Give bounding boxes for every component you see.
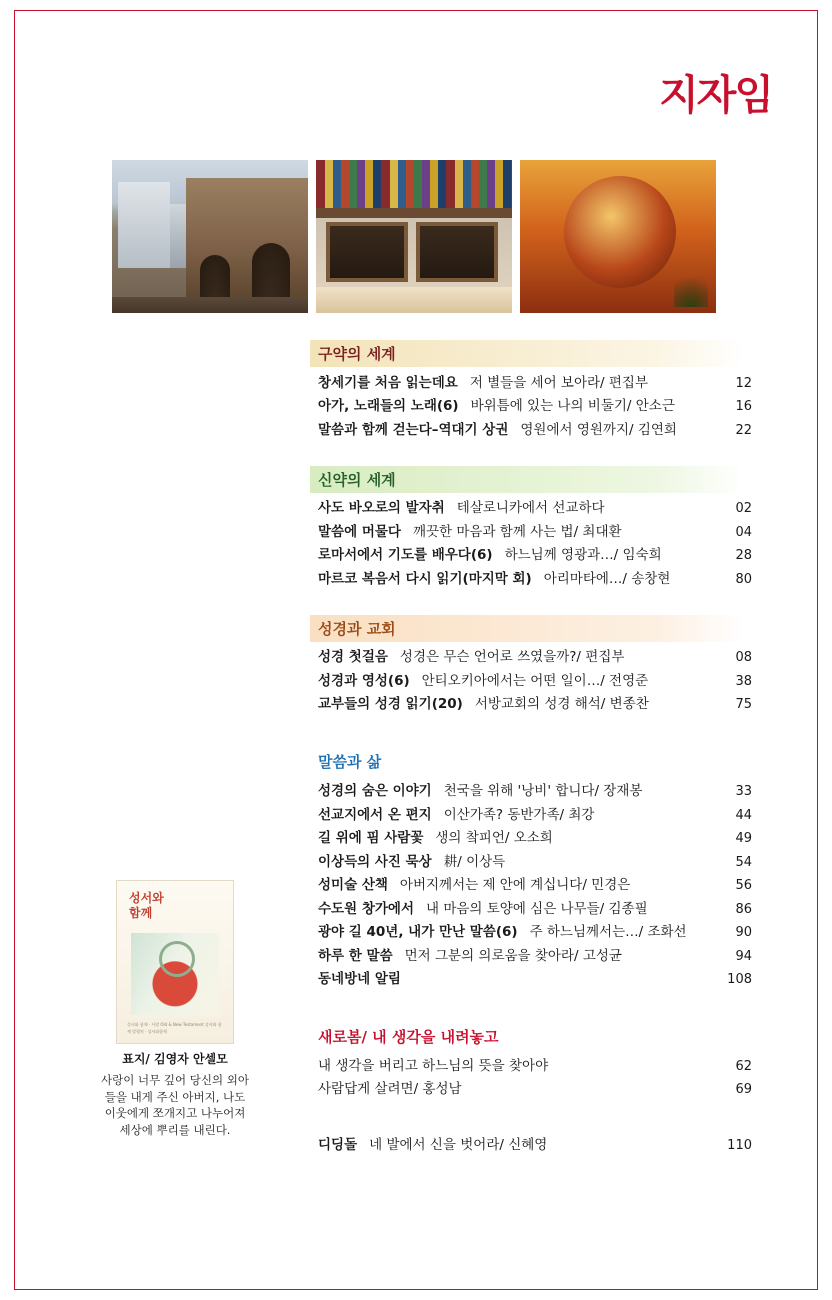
toc-entry[interactable] [310, 944, 752, 968]
toc-entry-page: 16 [735, 399, 752, 415]
toc-section-old-testament [310, 340, 752, 442]
toc-entry-subtitle: 내 마음의 토양에 심은 나무들/ 김종필 [426, 900, 648, 917]
toc-entry-title: 마르코 복음서 다시 읽기(마지막 회) [318, 570, 532, 587]
toc-entry-page: 08 [735, 650, 752, 666]
cover-thumbnail-block [100, 880, 250, 1139]
toc-entry-subtitle: 생의 챀피언/ 오소희 [435, 830, 553, 847]
toc-entry-subtitle: 네 발에서 신을 벗어라/ 신혜영 [369, 1136, 548, 1153]
toc-entry[interactable] [310, 968, 752, 992]
toc-entry[interactable] [310, 395, 752, 419]
toc-entry-title: 창세기를 처음 읽는데요 [318, 374, 458, 391]
cover-title [129, 891, 164, 921]
toc-entry[interactable] [310, 897, 752, 921]
toc-entry-title: 성경 첫걸음 [318, 649, 388, 666]
toc-section-word-and-life [310, 748, 752, 991]
toc-entry-title: 디딩돌 [318, 1136, 358, 1153]
cover-footnote: 성서와 함께 · 사랑 Old & New Testament 성서와 함께 발행처 · 성서와함께 [127, 1022, 222, 1034]
toc-entry-page: 80 [735, 571, 752, 587]
cover-caption: 표지/ 김영자 안셀모 [122, 1052, 228, 1066]
toc-entry-page: 90 [735, 925, 752, 941]
toc-entry-title: 성경의 숨은 이야기 [318, 782, 432, 799]
toc-entry-title: 성경과 영성(6) [318, 672, 410, 689]
toc-entry-title: 이상득의 사진 묵상 [318, 853, 432, 870]
toc-entry[interactable] [310, 850, 752, 874]
toc-entry-title: 아가, 노래들의 노래(6) [318, 398, 459, 415]
toc-entry-subtitle: 먼저 그분의 의로움을 찾아라/ 고성균 [404, 947, 622, 964]
toc-entry-title: 사도 바오로의 발자취 [318, 500, 445, 517]
section-heading-old-testament: 구약의 세계 [310, 340, 744, 367]
cover-image [116, 880, 234, 1044]
toc-entry-subtitle: 저 별들을 세어 보아라/ 편집부 [469, 374, 649, 391]
toc-entry-page: 12 [735, 375, 752, 391]
toc-entry-stepping-stone[interactable] [310, 1133, 752, 1157]
toc-entry[interactable] [310, 779, 752, 803]
toc-entry-title: 교부들의 성경 읽기(20) [318, 696, 463, 713]
toc-entry[interactable] [310, 669, 752, 693]
toc-entry-subtitle: 깨끗한 마음과 함께 사는 법/ 최대환 [412, 523, 622, 540]
toc-entry-page: 94 [735, 948, 752, 964]
toc-entry-subtitle: 바위틈에 있는 나의 비둘기/ 안소근 [470, 398, 675, 415]
toc-entry-subtitle: 아리마타에…/ 송창현 [543, 570, 671, 587]
toc-entry-subtitle: 주 하느님께서는…/ 조화선 [529, 924, 687, 941]
photo-strip [112, 160, 720, 313]
toc-section-new-testament [310, 466, 752, 591]
section-heading-bible-and-church: 성경과 교회 [310, 615, 744, 642]
toc-entry[interactable] [310, 418, 752, 442]
toc-entry-title: 말씀과 함께 걷는다–역대기 상권 [318, 421, 509, 438]
toc-entry-title: 동네방네 알림 [318, 971, 401, 988]
table-of-contents [310, 340, 752, 1157]
toc-entry-subtitle: 안티오키아에서는 어떤 일이…/ 전영준 [421, 672, 649, 689]
toc-entry-page: 108 [727, 972, 752, 988]
toc-entry-page: 62 [735, 1058, 752, 1074]
toc-section-bible-and-church [310, 615, 752, 717]
toc-entry-title: 하루 한 말씀 [318, 947, 393, 964]
toc-entry[interactable] [310, 1054, 752, 1078]
toc-entry-title: 수도원 창가에서 [318, 900, 414, 917]
toc-entry-title: 내 생각을 버리고 하느님의 뜻을 찾아야 [318, 1057, 549, 1074]
toc-entry-subtitle: 서방교회의 성경 해석/ 변종찬 [474, 696, 649, 713]
masthead-title: 지자임 [659, 71, 772, 119]
toc-entry-subtitle: 천국을 위해 '낭비' 합니다/ 장재봉 [443, 782, 643, 799]
toc-entry-subtitle: 하느님께 영광과…/ 임숙희 [504, 547, 662, 564]
toc-entry-title: 광야 길 40년, 내가 만난 말씀(6) [318, 924, 518, 941]
toc-entry[interactable] [310, 874, 752, 898]
toc-entry-page: 86 [735, 901, 752, 917]
toc-entry-subtitle: 테살로니카에서 선교하다 [456, 500, 605, 517]
toc-entry-page: 56 [735, 878, 752, 894]
cover-title-line1: 성서와 [129, 891, 164, 905]
toc-entry-page: 38 [735, 673, 752, 689]
toc-entry[interactable] [310, 371, 752, 395]
toc-entry[interactable] [310, 1078, 752, 1102]
toc-entry[interactable] [310, 693, 752, 717]
toc-entry-page: 54 [735, 854, 752, 870]
toc-entry-title: 선교지에서 온 편지 [318, 806, 432, 823]
toc-entry-page: 02 [735, 501, 752, 517]
toc-entry-page: 110 [727, 1137, 752, 1153]
toc-entry[interactable] [310, 827, 752, 851]
orange-sphere-photo [520, 160, 716, 313]
toc-entry-page: 69 [735, 1082, 752, 1098]
section-heading-new-testament: 신약의 세계 [310, 466, 744, 493]
toc-entry-subtitle: 성경은 무슨 언어로 쓰였을까?/ 편집부 [399, 649, 625, 666]
cover-artwork [131, 933, 219, 1015]
toc-entry-subtitle: 영원에서 영원까지/ 김연희 [520, 421, 677, 438]
bookshelf-chalkboard-photo [316, 160, 512, 313]
toc-entry-page: 33 [735, 783, 752, 799]
toc-entry[interactable] [310, 646, 752, 670]
toc-entry[interactable] [310, 497, 752, 521]
section-heading-word-and-life: 말씀과 삶 [318, 753, 382, 772]
toc-entry[interactable] [310, 544, 752, 568]
toc-entry-title: 사람답게 살려면/ 홍성남 [318, 1081, 462, 1098]
toc-entry-subtitle: 아버지께서는 제 안에 계십니다/ 민경은 [399, 877, 631, 894]
toc-entry-subtitle: 耕/ 이상득 [443, 853, 506, 870]
roman-arch-photo [112, 160, 308, 313]
toc-entry-page: 04 [735, 524, 752, 540]
toc-entry-title: 로마서에서 기도를 배우다(6) [318, 547, 493, 564]
toc-entry-page: 49 [735, 831, 752, 847]
toc-entry-title: 성미술 산책 [318, 877, 388, 894]
toc-entry[interactable] [310, 921, 752, 945]
toc-entry-page: 75 [735, 697, 752, 713]
toc-entry[interactable] [310, 567, 752, 591]
toc-entry[interactable] [310, 803, 752, 827]
toc-section-new-spring [310, 1023, 752, 1101]
toc-entry-subtitle: 이산가족? 동반가족/ 최강 [443, 806, 595, 823]
toc-entry-page: 28 [735, 548, 752, 564]
toc-entry-title: 말씀에 머물다 [318, 523, 401, 540]
toc-entry-title: 길 위에 핌 사람꽃 [318, 830, 424, 847]
section-heading-new-spring: 새로봄/ 내 생각을 내려놓고 [318, 1028, 499, 1047]
toc-entry[interactable] [310, 520, 752, 544]
cover-title-line2: 함께 [129, 906, 153, 920]
toc-entry-page: 44 [735, 807, 752, 823]
cover-description: 사랑이 너무 깊어 당신의 외아들을 내게 주신 아버지, 나도 이웃에게 쪼개지고 나누어져 세상에 뿌리를 내린다. [101, 1073, 249, 1138]
toc-entry-page: 22 [735, 422, 752, 438]
